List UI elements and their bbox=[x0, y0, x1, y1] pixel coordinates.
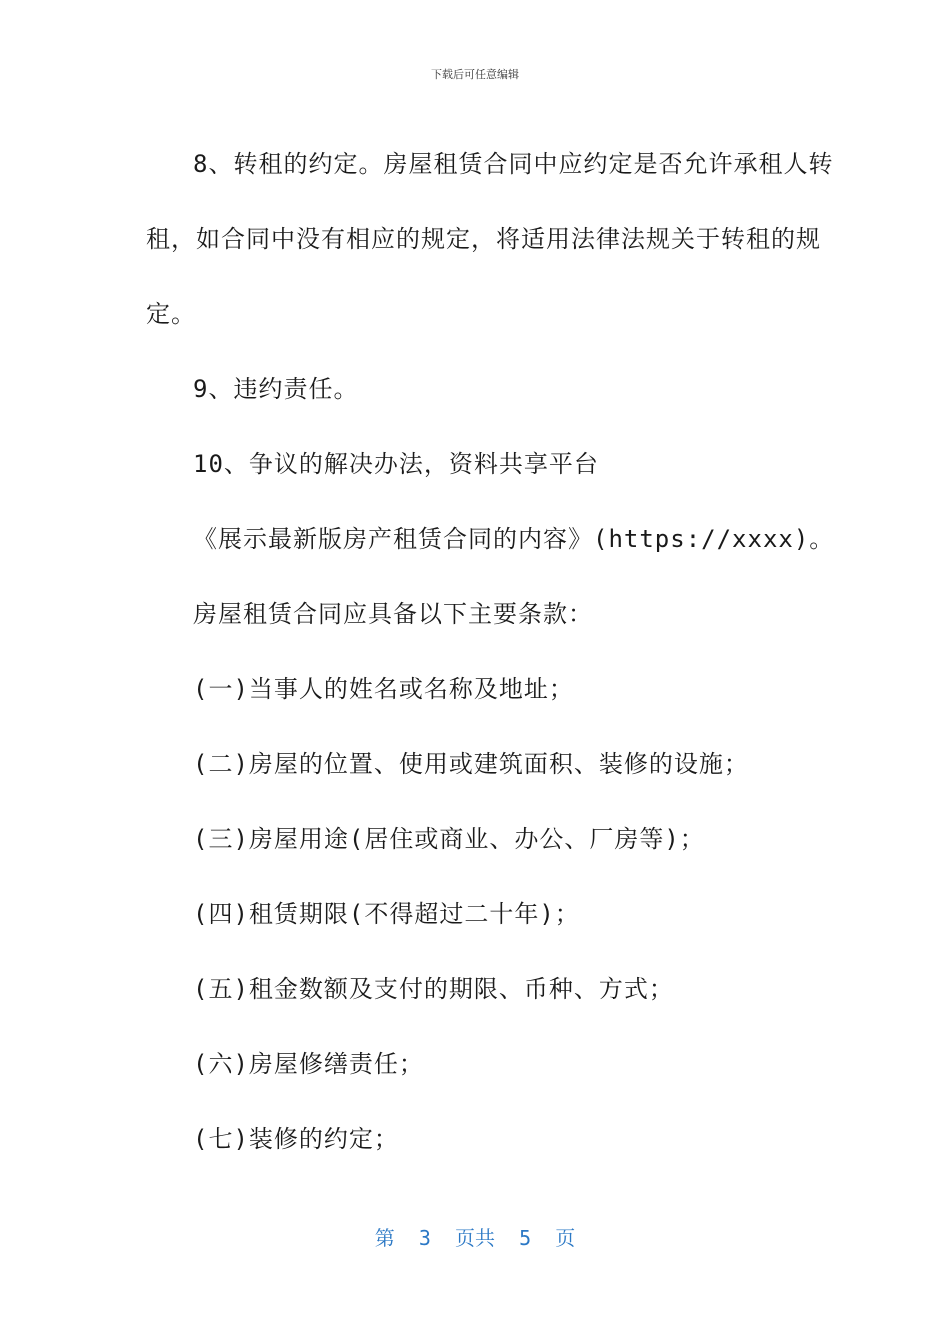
paragraph-sublease-clause: 8、转租的约定。房屋租赁合同中应约定是否允许承租人转 bbox=[193, 150, 834, 178]
paragraph-breach-liability: 9、违约责任。 bbox=[193, 375, 359, 403]
list-item-term-2: (二)房屋的位置、使用或建筑面积、装修的设施； bbox=[193, 750, 749, 778]
list-item-term-3: (三)房屋用途(居住或商业、办公、厂房等)； bbox=[193, 825, 705, 853]
list-item-term-7: (七)装修的约定； bbox=[193, 1125, 399, 1153]
paragraph-sublease-continued: 租，如合同中没有相应的规定，将适用法律法规关于转租的规 bbox=[146, 225, 821, 253]
document-body bbox=[146, 127, 835, 1177]
paragraph-main-terms-intro: 房屋租赁合同应具备以下主要条款： bbox=[193, 600, 593, 628]
list-item-term-6: (六)房屋修缮责任； bbox=[193, 1050, 424, 1078]
list-item-term-1: (一)当事人的姓名或名称及地址； bbox=[193, 675, 574, 703]
page-number-footer: 第 3 页共 5 页 bbox=[374, 1226, 576, 1250]
page-header-note: 下载后可任意编辑 bbox=[431, 68, 519, 81]
list-item-term-5: (五)租金数额及支付的期限、币种、方式； bbox=[193, 975, 674, 1003]
paragraph-sublease-end: 定。 bbox=[146, 300, 196, 328]
paragraph-reference-link: 《展示最新版房产租赁合同的内容》(https://xxxx)。 bbox=[193, 525, 835, 553]
list-item-term-4: (四)租赁期限(不得超过二十年)； bbox=[193, 900, 580, 928]
paragraph-dispute-resolution: 10、争议的解决办法，资料共享平台 bbox=[193, 450, 599, 478]
